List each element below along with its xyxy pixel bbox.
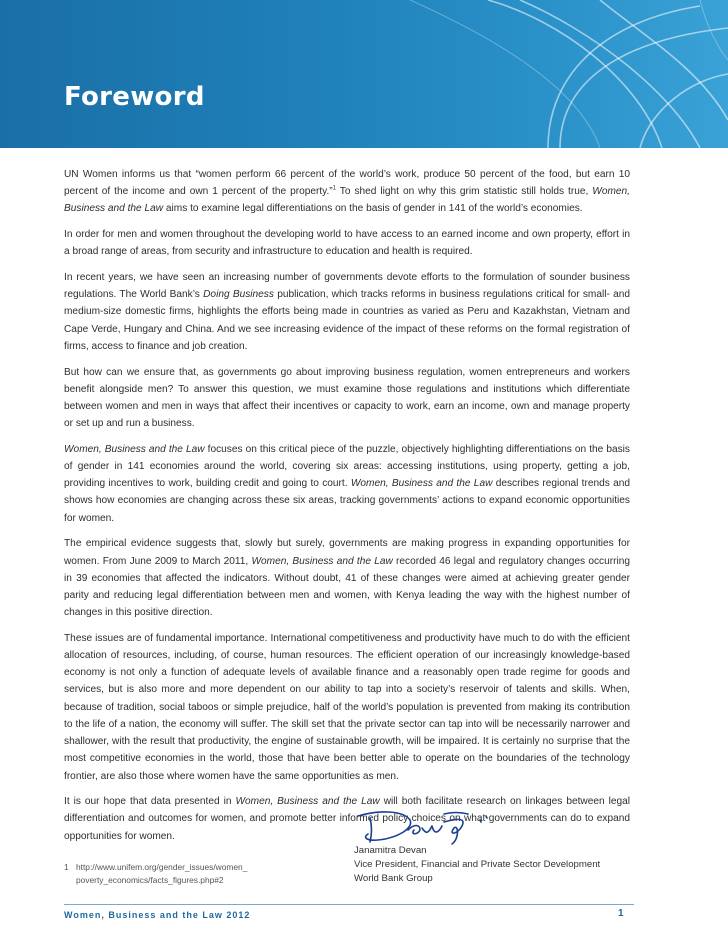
publication-title: Doing Business [203, 289, 274, 301]
signatory-organization: World Bank Group [354, 872, 433, 884]
page-title: Foreword [64, 82, 205, 112]
footer-divider [64, 904, 634, 905]
paragraph-2: In order for men and women throughout the developing world to have access to an earned income and own property, effort in a broad range of areas, from security and infrastructure to education and health is required. [64, 229, 630, 258]
paragraph-1 [64, 166, 630, 218]
paragraph-text: To shed light on why this grim statistic still holds true, [336, 186, 593, 198]
paragraph-text: It is our hope that data presented in [64, 796, 236, 808]
paragraph-text: focuses on this critical piece of the puzzle, objectively highlighting differentiations on the basis of gender in 141 economies around the world, covering six areas: accessing institutions, using property, getting a job, providing incentives to work, building credit and going to court. [64, 443, 630, 490]
footnote-ref: 1 [332, 185, 336, 192]
handwritten-signature [348, 804, 508, 846]
paragraph-text: describes regional trends and shows how economies are changing across these six areas, tracking governments’ actions to expand economic opportunities for women. [64, 478, 630, 524]
paragraph-text: aims to examine legal differentiations on the basis of gender in 141 of the world’s economies. [163, 203, 583, 215]
paragraph-4: But how can we ensure that, as governments go about improving business regulation, women entrepreneurs and workers benefit alongside men? To answer this question, we must examine those regulations and institutions which differentiate between women and men in ways that affect their incentives or capacity to work, earn an income, own and manage property or set up and run a business. [64, 366, 630, 430]
signatory-name: Janamitra Devan [354, 845, 427, 856]
decorative-arcs [0, 0, 728, 148]
footnote-number: 1 [64, 862, 69, 872]
paragraph-text: recorded 46 legal and regulatory changes occurring in 39 economies that affected the indicators. Without doubt, 41 of these changes were aimed at achieving greater gender parity and reducing legal differentiation between men and women, with Kenya leading the way with the highest number of changes in this positive direction. [64, 555, 630, 619]
foreword-body [64, 166, 630, 845]
signatory-block [354, 844, 634, 885]
footnote [64, 861, 324, 887]
paragraph-3 [64, 269, 630, 355]
header-banner [0, 0, 728, 148]
signatory-role: Vice President, Financial and Private Sector Development [354, 858, 601, 870]
paragraph-text: The empirical evidence suggests that, slowly but surely, governments are making progress in expanding opportunities for women. From June 2009 to March 2011, [64, 538, 630, 567]
paragraph-text: UN Women informs us that “women perform 66 percent of the world’s work, produce 50 percent of the food, but earn 10 percent of the income and own 1 percent of the property.” [64, 169, 630, 198]
paragraph-8 [64, 793, 630, 845]
paragraph-text: In recent years, we have seen an increasing number of governments devote efforts to the formulation of sounder business regulations. The World Bank’s [64, 272, 630, 301]
publication-title: Women, Business and the Law [64, 443, 205, 455]
paragraph-text: publication, which tracks reforms in business regulations critical for small- and medium-size domestic firms, highlights the efforts being made in countries as varied as Peru and Kazakhstan, Vietnam and Cape Verde, Hungary and China. And we see increasing evidence of the impact of these reforms on the formal registration of firms, access to finance and job creation. [64, 289, 630, 352]
paragraph-text: will both facilitate research on linkages between legal differentiation and outcomes for women, and promote better informed policy choices on what governments can do to expand opportunities for women. [64, 796, 631, 842]
paragraph-7: These issues are of fundamental importance. International competitiveness and productivity have much to do with the efficient allocation of resources, including, of course, human resources. The efficient operation of our increasingly knowledge-based economy is not only a function of adequate levels of available finance and a reasonably open trade regime for goods and services, but is also more and more dependent on our ability to tap into a society’s reservoir of talents and skills. When, because of tradition, social taboos or simple prejudice, half of the world’s population is prevented from making its contribution to the life of a nation, the economy will suffer. The skill set that the private sector can tap into will be necessarily narrower and shallower, with the result that productivity, the engine of sustainable growth, will be impaired. It is certainly no surprise that the most competitive economies in the world, those that have been better able to operate on the boundaries of the technology frontier, are also those where women have the same opportunities as men. [64, 632, 630, 782]
footer-publication-title: Women, Business and the Law 2012 [64, 910, 251, 920]
publication-title: Women, Business and the Law [235, 796, 380, 808]
page-number: 1 [618, 908, 624, 919]
publication-title: Women, Business and the Law [251, 555, 393, 567]
paragraph-6 [64, 535, 630, 621]
publication-title: Women, Business and the Law [350, 478, 493, 490]
paragraph-5 [64, 441, 630, 527]
footnote-link[interactable]: http://www.unifem.org/gender_issues/women_ poverty_economics/facts_figures.php#2 [76, 862, 248, 885]
publication-title: Women, Business and the Law [64, 186, 630, 215]
